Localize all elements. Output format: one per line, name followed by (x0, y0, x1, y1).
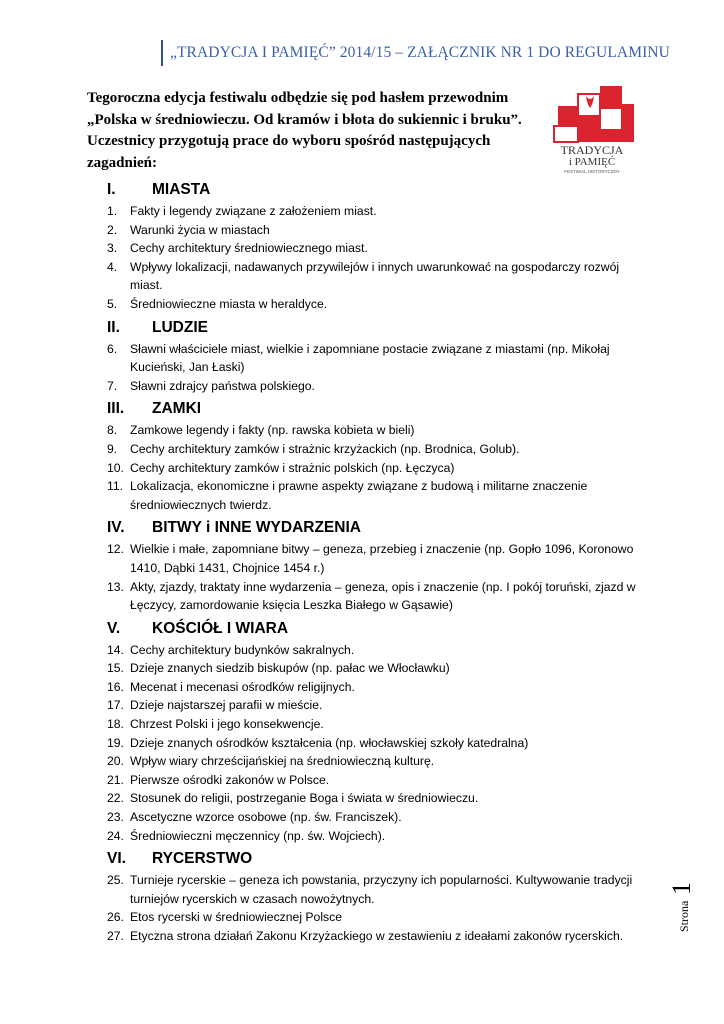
intro-paragraph: Tegoroczna edycja festiwalu odbędzie się pod hasłem przewodnim „Polska w średniowieczu. Od kramów i błota do sukiennic i bruku”. Uczestnicy przygotują prace do wyboru spośród następujących zagadnień: (87, 90, 522, 171)
logo-line3: FESTIWAL HISTORYCZNY (564, 169, 620, 174)
list-item (107, 734, 647, 753)
item-number: 3. (107, 241, 118, 256)
list-item (107, 578, 647, 615)
list-item (107, 696, 647, 715)
list-item (107, 377, 647, 396)
item-text: Wielkie i małe, zapomniane bitwy – geneza, przebieg i znaczenie (np. Gopło 1096, Koronowo 1410, Dąbki 1431, Chojnice 1454 r.) (130, 542, 634, 575)
section-number: VI. (107, 850, 126, 868)
logo-line2: i PAMIĘĆ (568, 156, 616, 168)
section-heading (107, 397, 647, 421)
item-number: 2. (107, 222, 118, 237)
item-number: 17. (107, 698, 124, 713)
item-text: Turnieje rycerskie – geneza ich powstania, przyczyny ich popularności. Kultywowanie tradycji turniejów rycerskich w czasach nowożytnych. (130, 873, 633, 906)
item-text: Cechy architektury zamków i strażnic polskich (np. Łęczyca) (130, 460, 455, 475)
item-text: Średniowieczni męczennicy (np. św. Wojciech). (130, 828, 386, 843)
item-number: 13. (107, 579, 124, 594)
list-item (107, 659, 647, 678)
list-item (107, 808, 647, 827)
item-number: 20. (107, 754, 124, 769)
list-item (107, 221, 647, 240)
section-title: RYCERSTWO (152, 850, 253, 868)
item-text: Warunki życia w miastach (130, 222, 270, 237)
header-title: „TRADYCJA I PAMIĘĆ” 2014/15 – ZAŁĄCZNIK NR 1 DO REGULAMINU (170, 44, 670, 61)
list-item (107, 827, 647, 846)
section-title: MIASTA (152, 181, 211, 198)
list-item (107, 477, 647, 514)
section-title: LUDZIE (152, 318, 208, 336)
item-number: 16. (107, 679, 124, 694)
item-number: 8. (107, 423, 118, 438)
list-item (107, 202, 647, 221)
item-number: 7. (107, 378, 118, 393)
list-item (107, 340, 647, 377)
festival-logo (546, 84, 638, 176)
item-number: 21. (107, 772, 124, 787)
section-heading (107, 847, 647, 871)
item-number: 24. (107, 828, 124, 843)
item-text: Dzieje znanych ośrodków kształcenia (np. włocławskiej szkoły katedralna) (130, 735, 529, 750)
item-text: Ascetyczne wzorce osobowe (np. św. Franciszek). (130, 810, 402, 825)
item-number: 5. (107, 296, 118, 311)
item-number: 10. (107, 460, 124, 475)
item-number: 14. (107, 642, 124, 657)
item-number: 15. (107, 661, 124, 676)
item-number: 27. (107, 929, 124, 943)
list-item (107, 440, 647, 459)
item-text: Etos rycerski w średniowiecznej Polsce (130, 910, 343, 925)
item-text: Cechy architektury budynków sakralnych. (130, 642, 355, 657)
item-number: 6. (107, 341, 118, 356)
list-item (107, 540, 647, 577)
list-item (107, 239, 647, 258)
item-number: 1. (107, 204, 118, 218)
item-text: Mecenat i mecenasi ośrodków religijnych. (130, 679, 355, 694)
list-item (107, 789, 647, 808)
section-heading (107, 516, 647, 540)
item-text: Akty, zjazdy, traktaty inne wydarzenia – geneza, opis i znaczenie (np. I pokój toruński, zjazd w Łęczycy, zamordowanie księcia Leszka Białego w Gąsawie) (130, 579, 636, 613)
list-item (107, 678, 647, 697)
section-title: KOŚCIÓŁ I WIARA (152, 619, 289, 637)
section-title: BITWY i INNE WYDARZENIA (152, 519, 361, 537)
item-text: Sławni właściciele miast, wielkie i zapomniane postacie związane z miastami (np. Mikołaj Kucieński, Jan Łaski) (130, 341, 610, 375)
item-number: 25. (107, 873, 124, 888)
item-number: 26. (107, 910, 124, 925)
item-number: 19. (107, 735, 124, 750)
item-text: Stosunek do religii, postrzeganie Boga i świata w średniowieczu. (130, 791, 479, 806)
item-text: Dzieje znanych siedzib biskupów (np. pałac we Włocławku) (130, 661, 450, 676)
item-text: Pierwsze ośrodki zakonów w Polsce. (130, 772, 330, 787)
page-header (161, 40, 670, 66)
list-item (107, 459, 647, 478)
page-label: Strona (677, 900, 691, 932)
section-number: II. (107, 318, 120, 336)
item-text: Średniowieczne miasta w heraldyce. (130, 296, 328, 311)
list-item (107, 715, 647, 734)
section-number: III. (107, 400, 125, 418)
list-item (107, 641, 647, 660)
list-item (107, 871, 647, 908)
item-text: Lokalizacja, ekonomiczne i prawne aspekty związane z budową i militarne znaczenie średniowiecznych twierdz. (130, 479, 588, 512)
logo-line1: TRADYCJA (560, 143, 624, 157)
section-heading (107, 316, 647, 340)
page-number-footer (668, 870, 698, 940)
section-heading (107, 617, 647, 641)
list-item (107, 421, 647, 440)
item-number: 11. (107, 479, 124, 494)
item-text: Etyczna strona działań Zakonu Krzyżackiego w zestawieniu z ideałami zakonów rycerskich. (130, 929, 624, 943)
item-text: Cechy architektury średniowiecznego miast. (130, 241, 368, 256)
list-item (107, 752, 647, 771)
item-text: Dzieje najstarszej parafii w mieście. (130, 698, 323, 713)
list-item (107, 295, 647, 314)
item-text: Zamkowe legendy i fakty (np. rawska kobieta w bieli) (130, 423, 415, 438)
item-text: Sławni zdrajcy państwa polskiego. (130, 378, 315, 393)
item-number: 4. (107, 259, 118, 274)
section-number: V. (107, 619, 121, 637)
list-item (107, 908, 647, 927)
item-number: 23. (107, 810, 124, 825)
section-title: ZAMKI (152, 400, 202, 418)
list-item (107, 927, 647, 946)
header-divider (161, 40, 163, 66)
topic-sections (107, 176, 647, 946)
item-text: Fakty i legendy związane z założeniem miast. (130, 204, 377, 218)
page-number: 1 (668, 882, 696, 895)
item-number: 22. (107, 791, 124, 806)
item-text: Wpływy lokalizacji, nadawanych przywilejów i innych uwarunkować na gospodarczy rozwój miast. (130, 259, 620, 293)
section-number: IV. (107, 519, 125, 537)
list-item (107, 258, 647, 295)
logo-graphic (546, 84, 638, 176)
item-number: 12. (107, 542, 124, 557)
item-number: 9. (107, 441, 118, 456)
item-text: Wpływ wiary chrześcijańskiej na średniowieczną kulturę. (130, 754, 435, 769)
item-number: 18. (107, 717, 124, 732)
item-text: Cechy architektury zamków i strażnic krzyżackich (np. Brodnica, Golub). (130, 441, 520, 456)
section-heading (107, 178, 647, 202)
item-text: Chrzest Polski i jego konsekwencje. (130, 717, 324, 732)
list-item (107, 771, 647, 790)
section-number: I. (107, 181, 116, 198)
